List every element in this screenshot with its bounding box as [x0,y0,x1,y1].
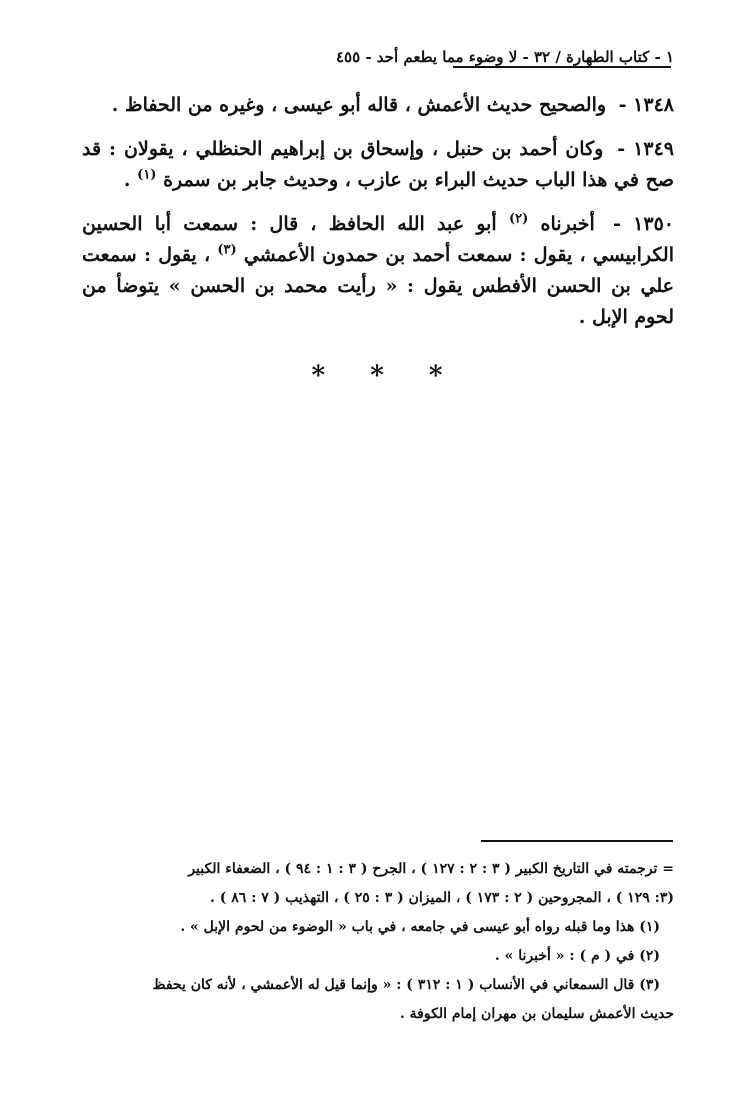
running-header: ١ - كتاب الطهارة / ٣٢ - لا وضوء مما يطعم أحد - ٤٥٥ [335,48,674,66]
paragraph-text-end: . [123,169,131,191]
footnote-3-line-1: (٣) قال السمعاني في الأنساب ( ١ : ٣١٢ ) : « وإنما قيل له الأعمشي ، لأنه كان يحفظ [152,977,660,993]
hadith-number: ١٣٤٨ - [618,94,674,116]
footnote-3-line-2: حديث الأعمش سليمان بن مهران إمام الكوفة . [399,1006,674,1022]
paragraph-text: أخبرناه [540,213,595,235]
header-rule [453,66,671,68]
footnote-1: (١) هذا وما قبله رواه أبو عيسى في جامعه ، في باب « الوضوء من لحوم الإبل » . [180,919,660,935]
footnote-ref-2[interactable]: (٢) [508,211,529,227]
hadith-number: ١٣٤٩ - [617,138,674,160]
footnotes [80,855,674,1029]
hadith-number: ١٣٥٠ - [613,213,674,235]
paragraph-text: وكان أحمد بن حنبل ، وإسحاق بن إبراهيم الحنظلي ، يقولان : قد صح في هذا الباب حديث البراء بن عازب ، وحديث جابر بن سمرة [82,138,674,191]
paragraph-text-mid: أبو عبد الله الحافظ ، قال : سمعت أبا الحسين الكرابيسي ، يقول : سمعت أحمد بن حمدون الأعمشي [82,213,674,266]
footnote-continuation-line-1: = ترجمته في التاريخ الكبير ( ٣ : ٢ : ١٢٧ ) ، الجرح ( ٣ : ١ : ٩٤ ) ، الضعفاء الكبير [188,861,674,877]
footnote-continuation-line-2: (٣: ١٢٩ ) ، المجروحين ( ٢ : ١٧٣ ) ، الميزان ( ٣ : ٢٥ ) ، التهذيب ( ٧ : ٨٦ ) . [210,890,674,906]
footnote-ref-3[interactable]: (٣) [217,242,237,258]
paragraph-1350 [82,209,674,333]
paragraph-text-end: ، يقول : سمعت علي بن الحسن الأفطس يقول : « رأيت محمد بن الحسن » يتوضأ من لحوم الإبل . [82,244,674,328]
paragraph-1348 [82,90,674,121]
main-text [82,90,674,346]
footnote-rule [481,840,673,842]
footnote-2: (٢) في ( م ) : « أخبرنا » . [494,948,660,964]
paragraph-text: والصحيح حديث الأعمش ، قاله أبو عيسى ، وغيره من الحفاظ . [111,94,607,116]
section-separator: * * * [311,361,443,391]
paragraph-1349 [82,134,674,196]
footnote-ref-1[interactable]: (١) [137,167,157,183]
